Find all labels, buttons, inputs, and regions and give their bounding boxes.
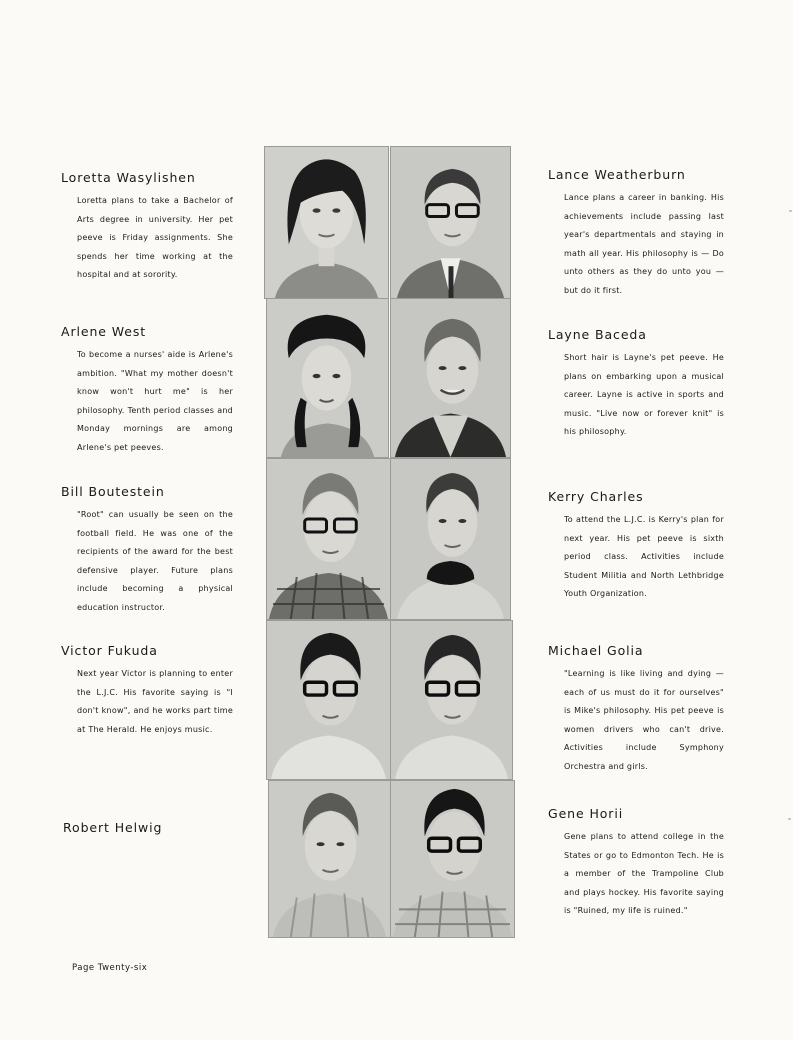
student-entry-layne-baceda [548, 327, 724, 442]
portrait-photo-bill-boutestein [266, 458, 391, 620]
portrait-photo-robert-helwig [268, 780, 391, 938]
scan-edge-mark [788, 818, 791, 820]
student-bio: Loretta plans to take a Bachelor of Arts degree in university. Her pet peeve is Friday assignments. She spends her time working at the hospital and at sorority. [77, 196, 233, 279]
student-bio: To become a nurses' aide is Arlene's ambition. "What my mother doesn't know won't hurt me" is her philosophy. Tenth period classes and Monday mornings are among Arlene's pet peeves. [77, 350, 233, 452]
student-entry-arlene-west [61, 324, 233, 457]
portrait-photo-lance-weatherburn [390, 146, 511, 299]
portrait-photo-michael-golia [390, 620, 513, 780]
student-bio: Short hair is Layne's pet peeve. He plans on embarking upon a musical career. Layne is active in sports and music. "Live now or forever knit" is his philosophy. [564, 353, 724, 436]
student-entry-gene-horii [548, 806, 724, 921]
student-bio: Lance plans a career in banking. His achievements include passing last year's departmentals and staying in math all year. His philosophy is — Do unto others as they do unto you — but do it first. [564, 193, 724, 295]
student-name: Layne Baceda [548, 327, 647, 342]
portrait-photo-arlene-west [266, 298, 389, 458]
student-entry-bill-boutestein [61, 484, 233, 617]
student-name: Bill Boutestein [61, 484, 165, 499]
student-name: Gene Horii [548, 806, 624, 821]
student-bio: Next year Victor is planning to enter the L.J.C. His favorite saying is "I don't know", and he works part time at The Herald. He enjoys music. [77, 669, 233, 734]
student-entry-lance-weatherburn [548, 167, 724, 300]
student-name: Victor Fukuda [61, 643, 158, 658]
student-name: Lance Weatherburn [548, 167, 686, 182]
student-name: Robert Helwig [63, 820, 163, 835]
portrait-photo-victor-fukuda [266, 620, 391, 780]
student-entry-robert-helwig [63, 820, 162, 842]
student-name: Loretta Wasylishen [61, 170, 196, 185]
student-name: Michael Golia [548, 643, 644, 658]
student-bio: "Root" can usually be seen on the football field. He was one of the recipients of the award for the best defensive player. Future plans include becoming a physical education instructor. [77, 510, 233, 612]
student-bio: Gene plans to attend college in the States or go to Edmonton Tech. He is a member of the Trampoline Club and plays hockey. His favorite saying is "Ruined, my life is ruined." [564, 832, 724, 915]
student-entry-victor-fukuda [61, 643, 233, 739]
portrait-photo-kerry-charles [390, 458, 511, 620]
student-name: Arlene West [61, 324, 147, 339]
page-number: Page Twenty-six [72, 963, 148, 973]
student-entry-kerry-charles [548, 489, 724, 604]
student-bio: "Learning is like living and dying — each of us must do it for ourselves" is Mike's philosophy. His pet peeve is women drivers who can't drive. Activities include Symphony Orchestra and girls. [564, 669, 724, 771]
student-entry-michael-golia [548, 643, 724, 776]
student-entry-loretta-wasylishen [61, 170, 233, 285]
portrait-photo-loretta-wasylishen [264, 146, 389, 299]
student-name: Kerry Charles [548, 489, 644, 504]
student-bio: To attend the L.J.C. is Kerry's plan for next year. His pet peeve is sixth period class. Activities include Student Militia and North Lethbridge Youth Organization. [564, 515, 724, 598]
portrait-photo-gene-horii [390, 780, 515, 938]
scan-edge-mark [789, 210, 792, 212]
portrait-photo-layne-baceda [390, 298, 511, 458]
